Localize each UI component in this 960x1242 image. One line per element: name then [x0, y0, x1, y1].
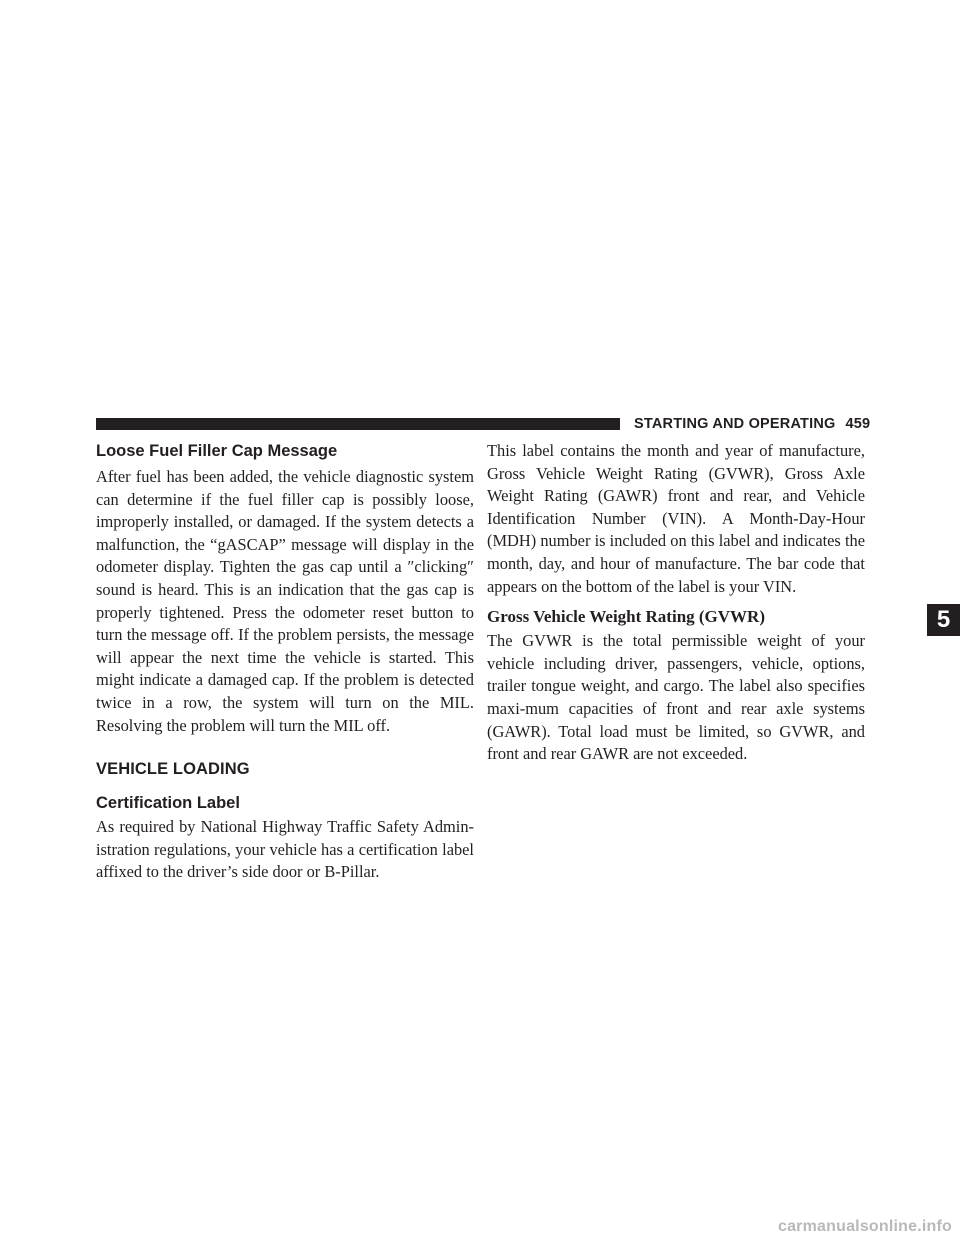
header-rule — [96, 418, 620, 430]
running-header — [634, 414, 870, 434]
vehicle-loading-heading: VEHICLE LOADING — [96, 760, 250, 779]
label-info-body: This label contains the month and year of manufacture, Gross Vehicle Weight Rating (GVWR), Gross Axle Weight Rating (GAWR) front and rear, and Vehicle Identification Number (VIN). A Month-Day-Hour (MDH) number is included on this label and indicates the month, day, and hour of manufacture. The bar code that appears on the bottom of the label is your VIN. — [487, 441, 865, 596]
certification-label-body: As required by National Highway Traffic Safety Admin-istration regulations, your vehicle has a certification label affixed to the driver’s side door or B-Pillar. — [96, 817, 474, 882]
left-column — [96, 440, 474, 884]
gvwr-heading: Gross Vehicle Weight Rating (GVWR) — [487, 607, 765, 627]
watermark: carmanualsonline.info — [777, 1218, 952, 1235]
gvwr-body: The GVWR is the total permissible weight of your vehicle including driver, passengers, vehicle, options, trailer tongue weight, and cargo. The label also specifies maxi-mum capacities of front and rear axle systems (GAWR). Total load must be limited, so GVWR, and front and rear GAWR are not exceeded. — [487, 631, 865, 764]
certification-label-heading: Certification Label — [96, 794, 240, 813]
chapter-tab: 5 — [927, 604, 960, 636]
loose-cap-body: After fuel has been added, the vehicle diagnostic system can determine if the fuel filler cap is possibly loose, improperly installed, or damaged. If the system detects a malfunction, the “gASCAP” message will display in the odometer display. Tighten the gas cap until a ″clicking″ sound is heard. This is an indication that the gas cap is properly tightened. Press the odometer reset button to turn the message off. If the problem persists, the message will appear the next time the vehicle is started. This might indicate a damaged cap. If the problem is detected twice in a row, the system will turn on the MIL. Resolving the problem will turn the MIL off. — [96, 467, 474, 735]
loose-cap-heading: Loose Fuel Filler Cap Message — [96, 442, 338, 460]
page-number: 459 — [845, 416, 871, 432]
right-column — [487, 440, 865, 766]
section-title: STARTING AND OPERATING — [634, 416, 836, 432]
